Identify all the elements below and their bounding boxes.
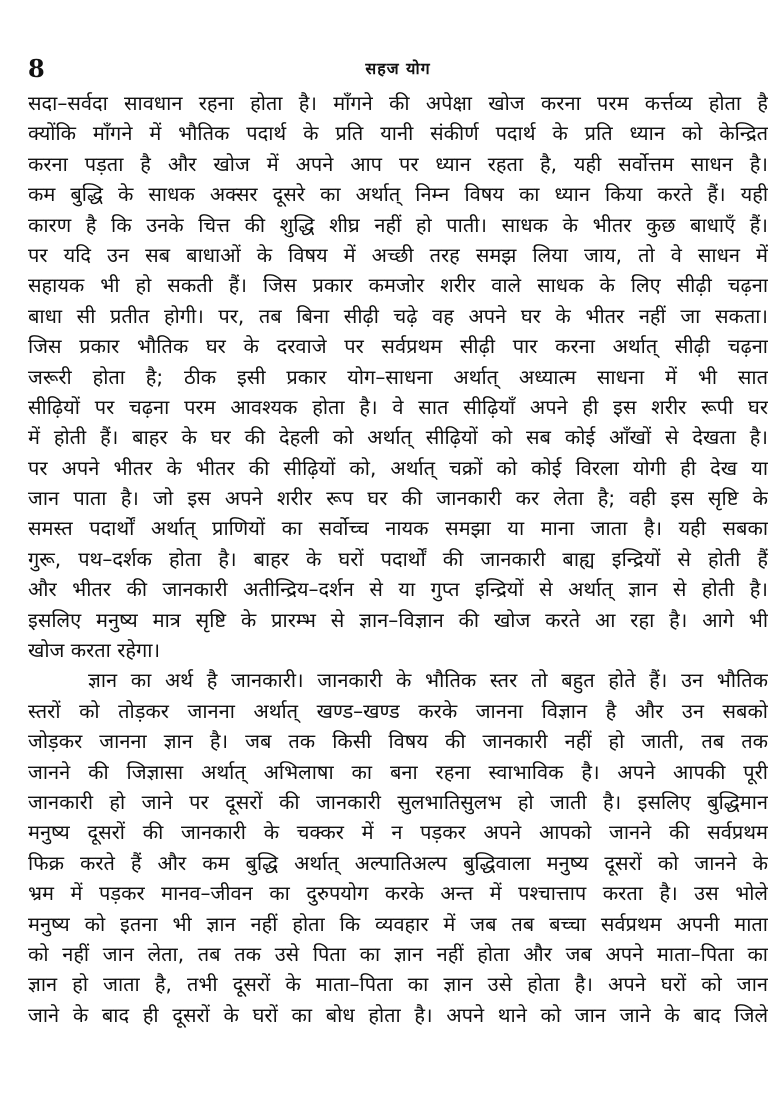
text-line: स्तरों को तोड़कर जानना अर्थात् खण्ड–खण्ड करके जानना विज्ञान है और उन सबको <box>28 698 768 723</box>
running-head: सहज योग <box>365 59 431 78</box>
text-line: बाधा सी प्रतीत होगी। पर, तब बिना सीढ़ी चढ़े वह अपने घर के भीतर नहीं जा सकता। <box>28 303 768 328</box>
text-line: जानने की जिज्ञासा अर्थात् अभिलाषा का बना रहना स्वाभाविक है। अपने आपकी पूरी <box>28 759 768 784</box>
page-header <box>28 54 768 84</box>
text-line: पर अपने भीतर के भीतर की सीढ़ियों को, अर्थात् चक्रों को कोई विरला योगी ही देख या <box>28 455 768 480</box>
text-line: फिक्र करते हैं और कम बुद्धि अर्थात् अल्पातिअल्प बुद्धिवाला मनुष्य दूसरों को जानने के <box>28 850 768 875</box>
text-line: इसलिए मनुष्य मात्र सृष्टि के प्रारम्भ से ज्ञान–विज्ञान की खोज करते आ रहा है। आगे भी <box>28 607 768 632</box>
text-line: भ्रम में पड़कर मानव–जीवन का दुरुपयोग करके अन्त में पश्चात्ताप करता है। उस भोले <box>28 881 768 906</box>
text-line: सहायक भी हो सकती हैं। जिस प्रकार कमजोर शरीर वाले साधक के लिए सीढ़ी चढ़ना <box>28 273 768 298</box>
text-line: में होती हैं। बाहर के घर की देहली को अर्थात् सीढ़ियों को सब कोई आँखों से देखता है। <box>28 425 768 450</box>
text-line: को नहीं जान लेता, तब तक उसे पिता का ज्ञान नहीं होता और जब अपने माता–पिता का <box>28 941 768 966</box>
text-line: जानकारी हो जाने पर दूसरों की जानकारी सुलभातिसुलभ हो जाती है। इसलिए बुद्धिमान <box>28 789 768 814</box>
paragraph-end-line: खोज करता रहेगा। <box>28 638 161 663</box>
text-line: जिस प्रकार भौतिक घर के दरवाजे पर सर्वप्रथम सीढ़ी पार करना अर्थात् सीढ़ी चढ़ना <box>28 334 768 359</box>
page-number: 8 <box>28 54 45 83</box>
text-line: मनुष्य को इतना भी ज्ञान नहीं होता कि व्यवहार में जब तब बच्चा सर्वप्रथम अपनी माता <box>28 911 768 936</box>
text-line: जरूरी होता है; ठीक इसी प्रकार योग–साधना अर्थात् अध्यात्म साधना में भी सात <box>28 364 768 389</box>
text-line: जाने के बाद ही दूसरों के घरों का बोध होता है। अपने थाने को जान जाने के बाद जिले <box>28 1002 768 1027</box>
text-line: पर यदि उन सब बाधाओं के विषय में अच्छी तरह समझ लिया जाय, तो वे साधन में <box>28 242 768 267</box>
text-line: सदा–सर्वदा सावधान रहना होता है। माँगने की अपेक्षा खोज करना परम कर्त्तव्य होता है <box>28 91 768 115</box>
text-line: क्योंकि माँगने में भौतिक पदार्थ के प्रति यानी संकीर्ण पदार्थ के प्रति ध्यान को केन्द्रित <box>28 121 768 146</box>
text-line: कम बुद्धि के साधक अक्सर दूसरे का अर्थात् निम्न विषय का ध्यान किया करते हैं। यही <box>28 182 768 207</box>
paragraph-start-line: ज्ञान का अर्थ है जानकारी। जानकारी के भौतिक स्तर तो बहुत होते हैं। उन भौतिक <box>88 668 768 693</box>
body-text <box>28 88 768 1030</box>
text-line: सीढ़ियों पर चढ़ना परम आवश्यक होता है। वे सात सीढ़ियाँ अपने ही इस शरीर रूपी घर <box>28 394 768 419</box>
text-line: समस्त पदार्थों अर्थात् प्राणियों का सर्वोच्च नायक समझा या माना जाता है। यही सबका <box>28 516 768 541</box>
text-line: और भीतर की जानकारी अतीन्द्रिय–दर्शन से या गुप्त इन्द्रियों से अर्थात् ज्ञान से होती है। <box>28 577 768 602</box>
text-line: कारण है कि उनके चित्त की शुद्धि शीघ्र नहीं हो पाती। साधक के भीतर कुछ बाधाएँ हैं। <box>28 212 768 237</box>
text-line: करना पड़ता है और खोज में अपने आप पर ध्यान रहता है, यही सर्वोत्तम साधन है। <box>28 151 768 176</box>
text-line: जान पाता है। जो इस अपने शरीर रूप घर की जानकारी कर लेता है; वही इस सृष्टि के <box>28 486 768 511</box>
text-line: ज्ञान हो जाता है, तभी दूसरों के माता–पिता का ज्ञान उसे होता है। अपने घरों को जान <box>28 972 768 997</box>
text-line: जोड़कर जानना ज्ञान है। जब तक किसी विषय की जानकारी नहीं हो जाती, तब तक <box>28 729 768 754</box>
text-line: मनुष्य दूसरों की जानकारी के चक्कर में न पड़कर अपने आपको जानने की सर्वप्रथम <box>28 820 768 845</box>
text-line: गुरू, पथ–दर्शक होता है। बाहर के घरों पदार्थों की जानकारी बाह्य इन्द्रियों से होती हैं <box>28 546 768 571</box>
